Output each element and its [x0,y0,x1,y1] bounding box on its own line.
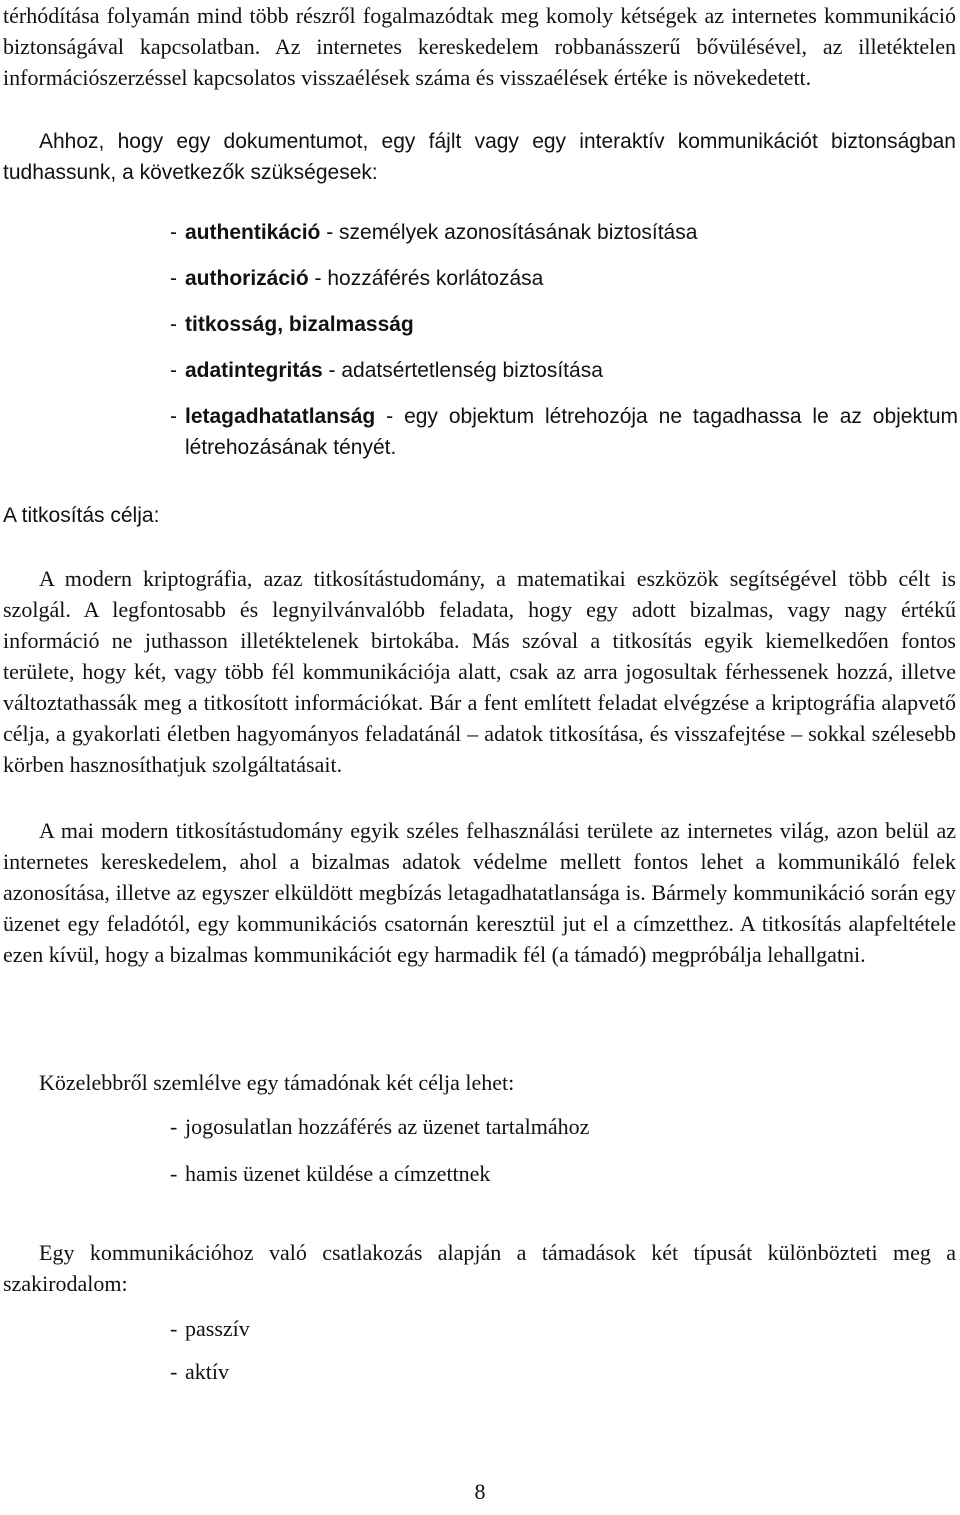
requirement-term: adatintegritás [185,359,323,382]
requirement-separator: - [320,221,340,244]
attack-types-intro: Egy kommunikációhoz való csatlakozás alapján a támadások két típusát különbözteti meg a szakirodalom: [3,1240,956,1296]
list-dash: - [170,1359,178,1384]
requirement-description: hozzáférés korlátozása [327,267,544,290]
list-item [170,1158,958,1189]
page-number: 8 [474,1479,486,1504]
list-dash: - [170,221,177,244]
requirements-list [170,217,958,463]
requirement-separator: - [322,359,342,382]
list-item [170,355,958,386]
list-item [170,217,958,248]
requirement-description: egy objektum létrehozója ne tagadhassa le az objektum létrehozásának tényét. [185,405,958,459]
list-dash: - [170,1114,178,1139]
requirement-term: titkosság, bizalmasság [185,313,414,336]
list-dash: - [170,313,177,336]
attacker-intro: Közelebbről szemlélve egy támadónak két célja lehet: [39,1070,515,1095]
requirement-separator: - [375,405,405,428]
list-item [170,1313,958,1344]
intro-paragraph: Ahhoz, hogy egy dokumentumot, egy fájlt vagy egy interaktív kommunikációt biztonságban tudhassunk, a következők szükségesek: [3,130,956,184]
list-item-text: jogosulatlan hozzáférés az üzenet tartalmához [185,1114,590,1139]
requirement-term: authorizáció [185,267,309,290]
list-item [170,1111,958,1142]
requirement-description: személyek azonosításának biztosítása [339,221,698,244]
requirement-term: letagadhatatlanság [185,405,376,428]
attack-types-list [170,1313,958,1387]
paragraph-modern-usage: A mai modern titkosítástudomány egyik széles felhasználási területe az internetes világ, azon belül az internetes kereskedelem, ahol a bizalmas adatok védelme mellett fontos lehet a kommunikáló felek azonosítása, illetve az egyszer elküldött megbízás letagadhatatlansága is. Bármely kommunikáció során egy üzenet egy feladótól, egy kommunikációs csatornán keresztül jut el a címzetthez. A titkosítás alapfeltétele ezen kívül, hogy a bizalmas kommunikációt egy harmadik fél (a támadó) megpróbálja lehallgatni. [3,818,956,967]
list-dash: - [170,405,177,428]
list-item [170,263,958,294]
paragraph-modern-cryptography: A modern kriptográfia, azaz titkosítástudomány, a matematikai eszközök segítségével több célt is szolgál. A legfontosabb és legnyilvánvalóbb feladata, hogy egy adott bizalmas, vagy nagy értékű információ ne juthasson illetéktelenek birtokába. Más szóval a titkosítás egyik kiemelkedően fontos területe, hogy két, vagy több fél kommunikációja alatt, csak az arra jogosultak férhessenek hozzá, illetve változtathassák meg a titkosított információkat. Bár a fent említett feladat elvégzése a kriptográfia alapvető célja, a gyakorlati életben hagyományos feladatánál – adatok titkosítása, és visszafejtése – sokkal szélesebb körben hasznosíthatjuk szolgáltatásait. [3,566,956,777]
list-item-text: aktív [185,1359,229,1384]
requirement-term: authentikáció [185,221,321,244]
list-dash: - [170,1161,178,1186]
list-item [170,309,958,340]
list-dash: - [170,359,177,382]
list-dash: - [170,1316,178,1341]
attacker-goals-list [170,1111,958,1189]
section-label: A titkosítás célja: [3,504,160,527]
requirement-separator: - [308,267,328,290]
list-item [170,1356,958,1387]
list-item [170,401,958,463]
requirement-description: adatsértetlenség biztosítása [341,359,603,382]
list-item-text: passzív [185,1316,250,1341]
list-dash: - [170,267,177,290]
paragraph-continued: térhódítása folyamán mind több részről fogalmazódtak meg komoly kétségek az internetes kommunikáció biztonságával kapcsolatban. Az internetes kereskedelem robbanásszerű bővülésével, az illetéktelen információszerzéssel kapcsolatos visszaélések száma és visszaélések értéke is növekedetett. [3,3,956,90]
list-item-text: hamis üzenet küldése a címzettnek [185,1161,491,1186]
